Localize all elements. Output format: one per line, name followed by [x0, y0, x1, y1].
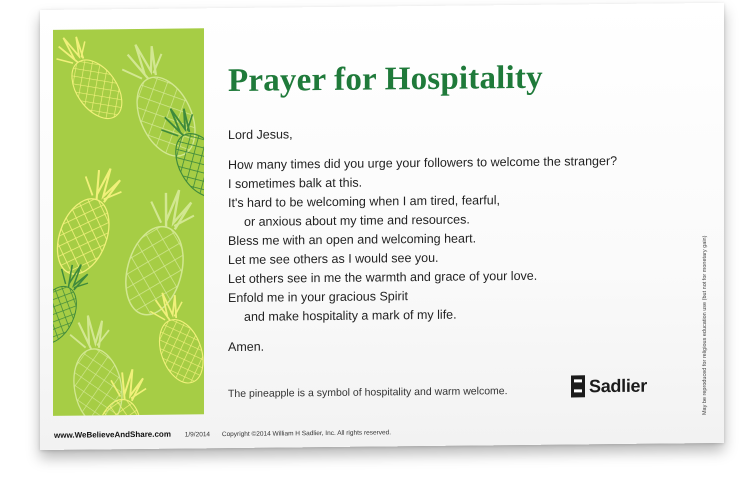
- sadlier-logo: [571, 375, 647, 398]
- card-title: Prayer for Hospitality: [228, 59, 543, 100]
- sadlier-logo-text: Sadlier: [589, 375, 647, 396]
- prayer-line: I sometimes balk at this.: [228, 175, 363, 192]
- card-footer: [54, 427, 391, 440]
- prayer-text: [228, 121, 678, 357]
- sadlier-logo-icon: [571, 375, 585, 397]
- pineapple-illustration: [53, 28, 204, 416]
- prayer-salutation: Lord Jesus,: [228, 127, 293, 143]
- footer-date: 1/9/2014: [184, 431, 211, 439]
- footer-copyright: Copyright ©2014 William H Sadlier, Inc. All rights reserved.: [221, 429, 392, 439]
- prayer-line: Let others see in me the warmth and grace of your love.: [228, 268, 538, 287]
- prayer-line: Let me see others as I would see you.: [228, 250, 439, 268]
- prayer-line: Enfold me in your gracious Spirit: [228, 289, 408, 306]
- prayer-closing: Amen.: [228, 339, 265, 355]
- pineapple-pattern-panel: [53, 28, 204, 416]
- website-link[interactable]: www.WeBelieveAndShare.com: [54, 429, 171, 440]
- prayer-line: or anxious about my time and resources.: [244, 212, 470, 229]
- prayer-line: and make hospitality a mark of my life.: [244, 307, 457, 324]
- pineapple-footnote: The pineapple is a symbol of hospitality and warm welcome.: [228, 385, 508, 401]
- prayer-card: [40, 3, 724, 450]
- reproduction-note: May be reproduced for religious education use (but not for monetary gain): [702, 235, 708, 416]
- prayer-line: It's hard to be welcoming when I am tired, fearful,: [228, 193, 500, 211]
- prayer-line: How many times did you urge your followers to welcome the stranger?: [228, 153, 618, 173]
- prayer-line: Bless me with an open and welcoming heart.: [228, 231, 477, 249]
